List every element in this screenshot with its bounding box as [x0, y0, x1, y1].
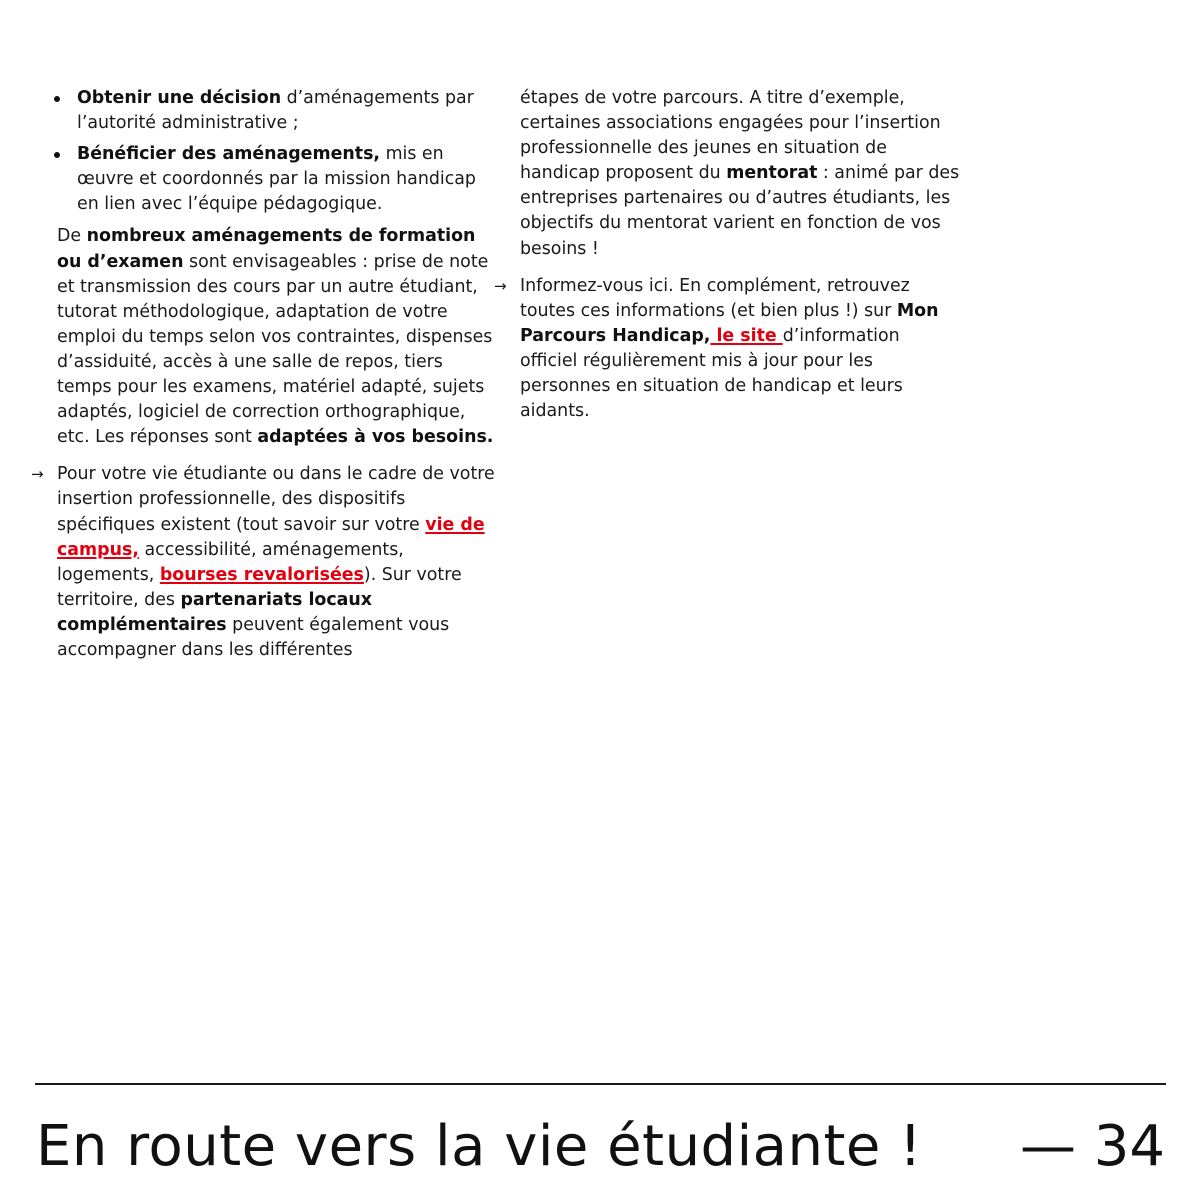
footer-divider	[35, 1083, 1166, 1085]
text-span: Informez-vous ici. En complément, retrouvez toutes ces informations (et bien plus !) sur	[520, 275, 910, 321]
mon-parcours-paragraph	[494, 274, 960, 425]
list-item	[57, 86, 497, 136]
arrow-right-icon: →	[31, 465, 44, 484]
le-site-link[interactable]: le site	[710, 325, 783, 346]
page-number: — 34	[1019, 1114, 1165, 1179]
vie-de-campus-link[interactable]: vie de campus,	[57, 514, 485, 560]
text-span: De	[57, 226, 87, 247]
bullet-bold: Bénéficier des aménagements,	[77, 144, 381, 165]
mentorat-paragraph	[520, 86, 960, 262]
arrow-right-icon: →	[494, 276, 507, 295]
bold-span: partenariats locaux complémentaires	[57, 589, 373, 635]
bold-span: mentorat	[726, 163, 818, 184]
text-span: peuvent également vous accompagner dans les différentes	[57, 614, 450, 660]
text-span: Pour votre vie étudiante ou dans le cadre de votre insertion professionnelle, des dispositifs spécifiques existent (tout savoir sur votre	[57, 464, 495, 535]
amenagements-paragraph	[57, 224, 497, 450]
left-column	[31, 86, 497, 663]
bullet-text: d’aménagements par l’autorité administrative ;	[77, 88, 474, 134]
page-title: En route vers la vie étudiante !	[36, 1114, 923, 1179]
bold-span: nombreux aménagements de formation ou d’examen	[57, 226, 476, 272]
requirements-list	[57, 86, 497, 217]
right-column	[494, 86, 960, 424]
vie-etudiante-paragraph	[31, 462, 497, 663]
bold-span: Mon Parcours Handicap,	[520, 300, 939, 346]
text-span: : animé par des entreprises partenaires ou d’autres étudiants, les objectifs du mentorat varient en fonction de vos besoins !	[520, 163, 960, 259]
text-span: étapes de votre parcours. A titre d’exemple, certaines associations engagées pour l’insertion professionnelle des jeunes en situation de handicap proposent du	[520, 88, 941, 184]
bullet-bold: Obtenir une décision	[77, 88, 282, 108]
list-item	[57, 142, 497, 217]
text-span: ). Sur votre territoire, des	[57, 564, 462, 610]
bourses-revalorisees-link[interactable]: bourses revalorisées	[159, 564, 364, 585]
text-span: d’information officiel régulièrement mis à jour pour les personnes en situation de handicap et leurs aidants.	[520, 325, 903, 422]
text-span: sont envisageables : prise de note et transmission des cours par un autre étudiant, tutorat méthodologique, adaptation de votre emploi du temps selon vos contraintes, dispenses d’assiduité, accès à une salle de repos, tiers temps pour les examens, matériel adapté, sujets adaptés, logiciel de correction orthographique, etc. Les réponses sont	[57, 251, 493, 448]
bullet-text: mis en œuvre et coordonnés par la mission handicap en lien avec l’équipe pédagogique.	[77, 144, 476, 215]
bold-span: adaptées à vos besoins.	[257, 427, 494, 448]
text-span: accessibilité, aménagements, logements,	[57, 539, 404, 585]
